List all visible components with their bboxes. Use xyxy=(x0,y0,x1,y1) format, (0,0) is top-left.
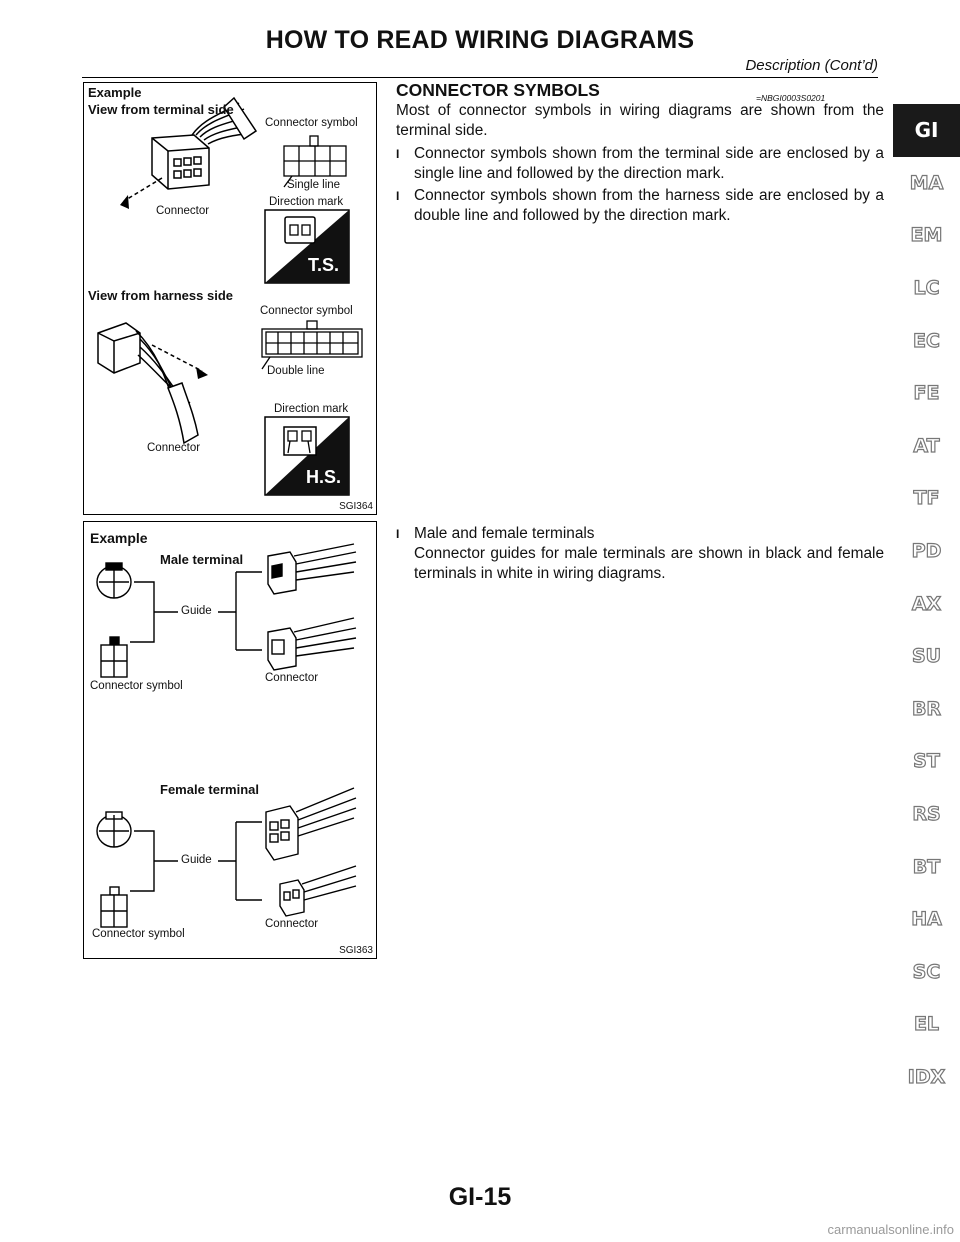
fig1-code: SGI364 xyxy=(339,501,373,512)
fig2-code: SGI363 xyxy=(339,945,373,956)
male-female-text: Connector guides for male terminals are shown in black and female terminals in white in wiring diagrams. xyxy=(414,545,884,582)
tab-at[interactable]: AT xyxy=(913,434,940,457)
fig1-example-label: Example xyxy=(88,85,142,100)
hs-mark-label: H.S. xyxy=(306,467,342,487)
intro-paragraph: Most of connector symbols in wiring diagrams are shown from the terminal side. xyxy=(396,102,884,139)
section-tabs xyxy=(893,104,960,1103)
bullet-mark: I xyxy=(396,527,400,541)
female-terminal-label: Female terminal xyxy=(160,782,259,797)
tab-gi[interactable]: GI xyxy=(893,104,960,157)
tab-ec[interactable]: EC xyxy=(913,329,940,352)
tab-pd[interactable]: PD xyxy=(911,540,942,563)
bullet-mark: I xyxy=(396,189,400,203)
fig1-direction-mark-label-2: Direction mark xyxy=(274,403,349,415)
fig1-connector-symbol-label-2: Connector symbol xyxy=(260,305,353,317)
fig2-connector-label-1: Connector xyxy=(265,672,319,684)
fig1-connector-symbol-label-1: Connector symbol xyxy=(265,117,358,129)
tab-su[interactable]: SU xyxy=(911,645,942,668)
figure-male-female-terminals xyxy=(83,521,377,959)
bullet-text: Connector symbols shown from the terminal side are enclosed by a single line and followed by the direction mark. xyxy=(414,145,884,182)
tab-ma[interactable]: MA xyxy=(909,171,944,194)
tab-br[interactable]: BR xyxy=(911,697,942,720)
fig2-connector-label-2: Connector xyxy=(265,918,319,930)
fig2-guide-label-2: Guide xyxy=(181,854,212,866)
fig1-connector-label-2: Connector xyxy=(147,442,201,454)
section-title: CONNECTOR SYMBOLS xyxy=(396,80,600,100)
tab-rs[interactable]: RS xyxy=(912,803,941,826)
fig2-connector-symbol-label-1: Connector symbol xyxy=(90,680,183,692)
tab-em[interactable]: EM xyxy=(910,224,943,247)
fig2-connector-symbol-label-2: Connector symbol xyxy=(92,928,185,940)
page-subtitle: Description (Cont’d) xyxy=(745,57,878,74)
fig1-view-harness-label: View from harness side xyxy=(88,288,233,303)
tab-ax[interactable]: AX xyxy=(911,592,942,615)
ts-mark-label: T.S. xyxy=(308,255,340,275)
fig2-guide-label-1: Guide xyxy=(181,605,212,617)
bullet-male-female xyxy=(396,524,884,584)
bullet-terminal-side xyxy=(396,144,884,184)
section-ref-code: =NBGI0003S0201 xyxy=(756,93,826,103)
tab-st[interactable]: ST xyxy=(913,750,940,773)
figure-male-female-drawing xyxy=(84,522,376,958)
tab-sc[interactable]: SC xyxy=(912,960,941,983)
fig1-direction-mark-label-1: Direction mark xyxy=(269,196,344,208)
fig1-double-line-label: Double line xyxy=(267,365,325,377)
bullet-harness-side xyxy=(396,186,884,226)
tab-bt[interactable]: BT xyxy=(912,855,941,878)
tab-idx[interactable]: IDX xyxy=(907,1065,946,1088)
male-female-title: Male and female terminals xyxy=(414,525,595,542)
fig1-connector-label-1: Connector xyxy=(156,205,210,217)
bullet-text: Connector symbols shown from the harness side are enclosed by a double line and followed by the direction mark. xyxy=(414,187,884,224)
tab-tf[interactable]: TF xyxy=(913,487,940,510)
tab-ha[interactable]: HA xyxy=(911,908,942,931)
figure-connector-views xyxy=(83,82,377,515)
fig2-example-label: Example xyxy=(90,530,148,546)
tab-el[interactable]: EL xyxy=(913,1013,940,1036)
header-rule xyxy=(82,77,878,78)
tab-fe[interactable]: FE xyxy=(913,382,940,405)
page-title: HOW TO READ WIRING DIAGRAMS xyxy=(265,26,695,54)
tab-lc[interactable]: LC xyxy=(913,277,940,300)
male-terminal-label: Male terminal xyxy=(160,552,244,567)
page-number: GI-15 xyxy=(448,1183,512,1211)
bullet-mark: I xyxy=(396,147,400,161)
fig1-view-terminal-label: View from terminal side xyxy=(88,102,234,117)
watermark: carmanualsonline.info xyxy=(827,1222,954,1237)
fig1-single-line-label: Single line xyxy=(287,179,341,191)
